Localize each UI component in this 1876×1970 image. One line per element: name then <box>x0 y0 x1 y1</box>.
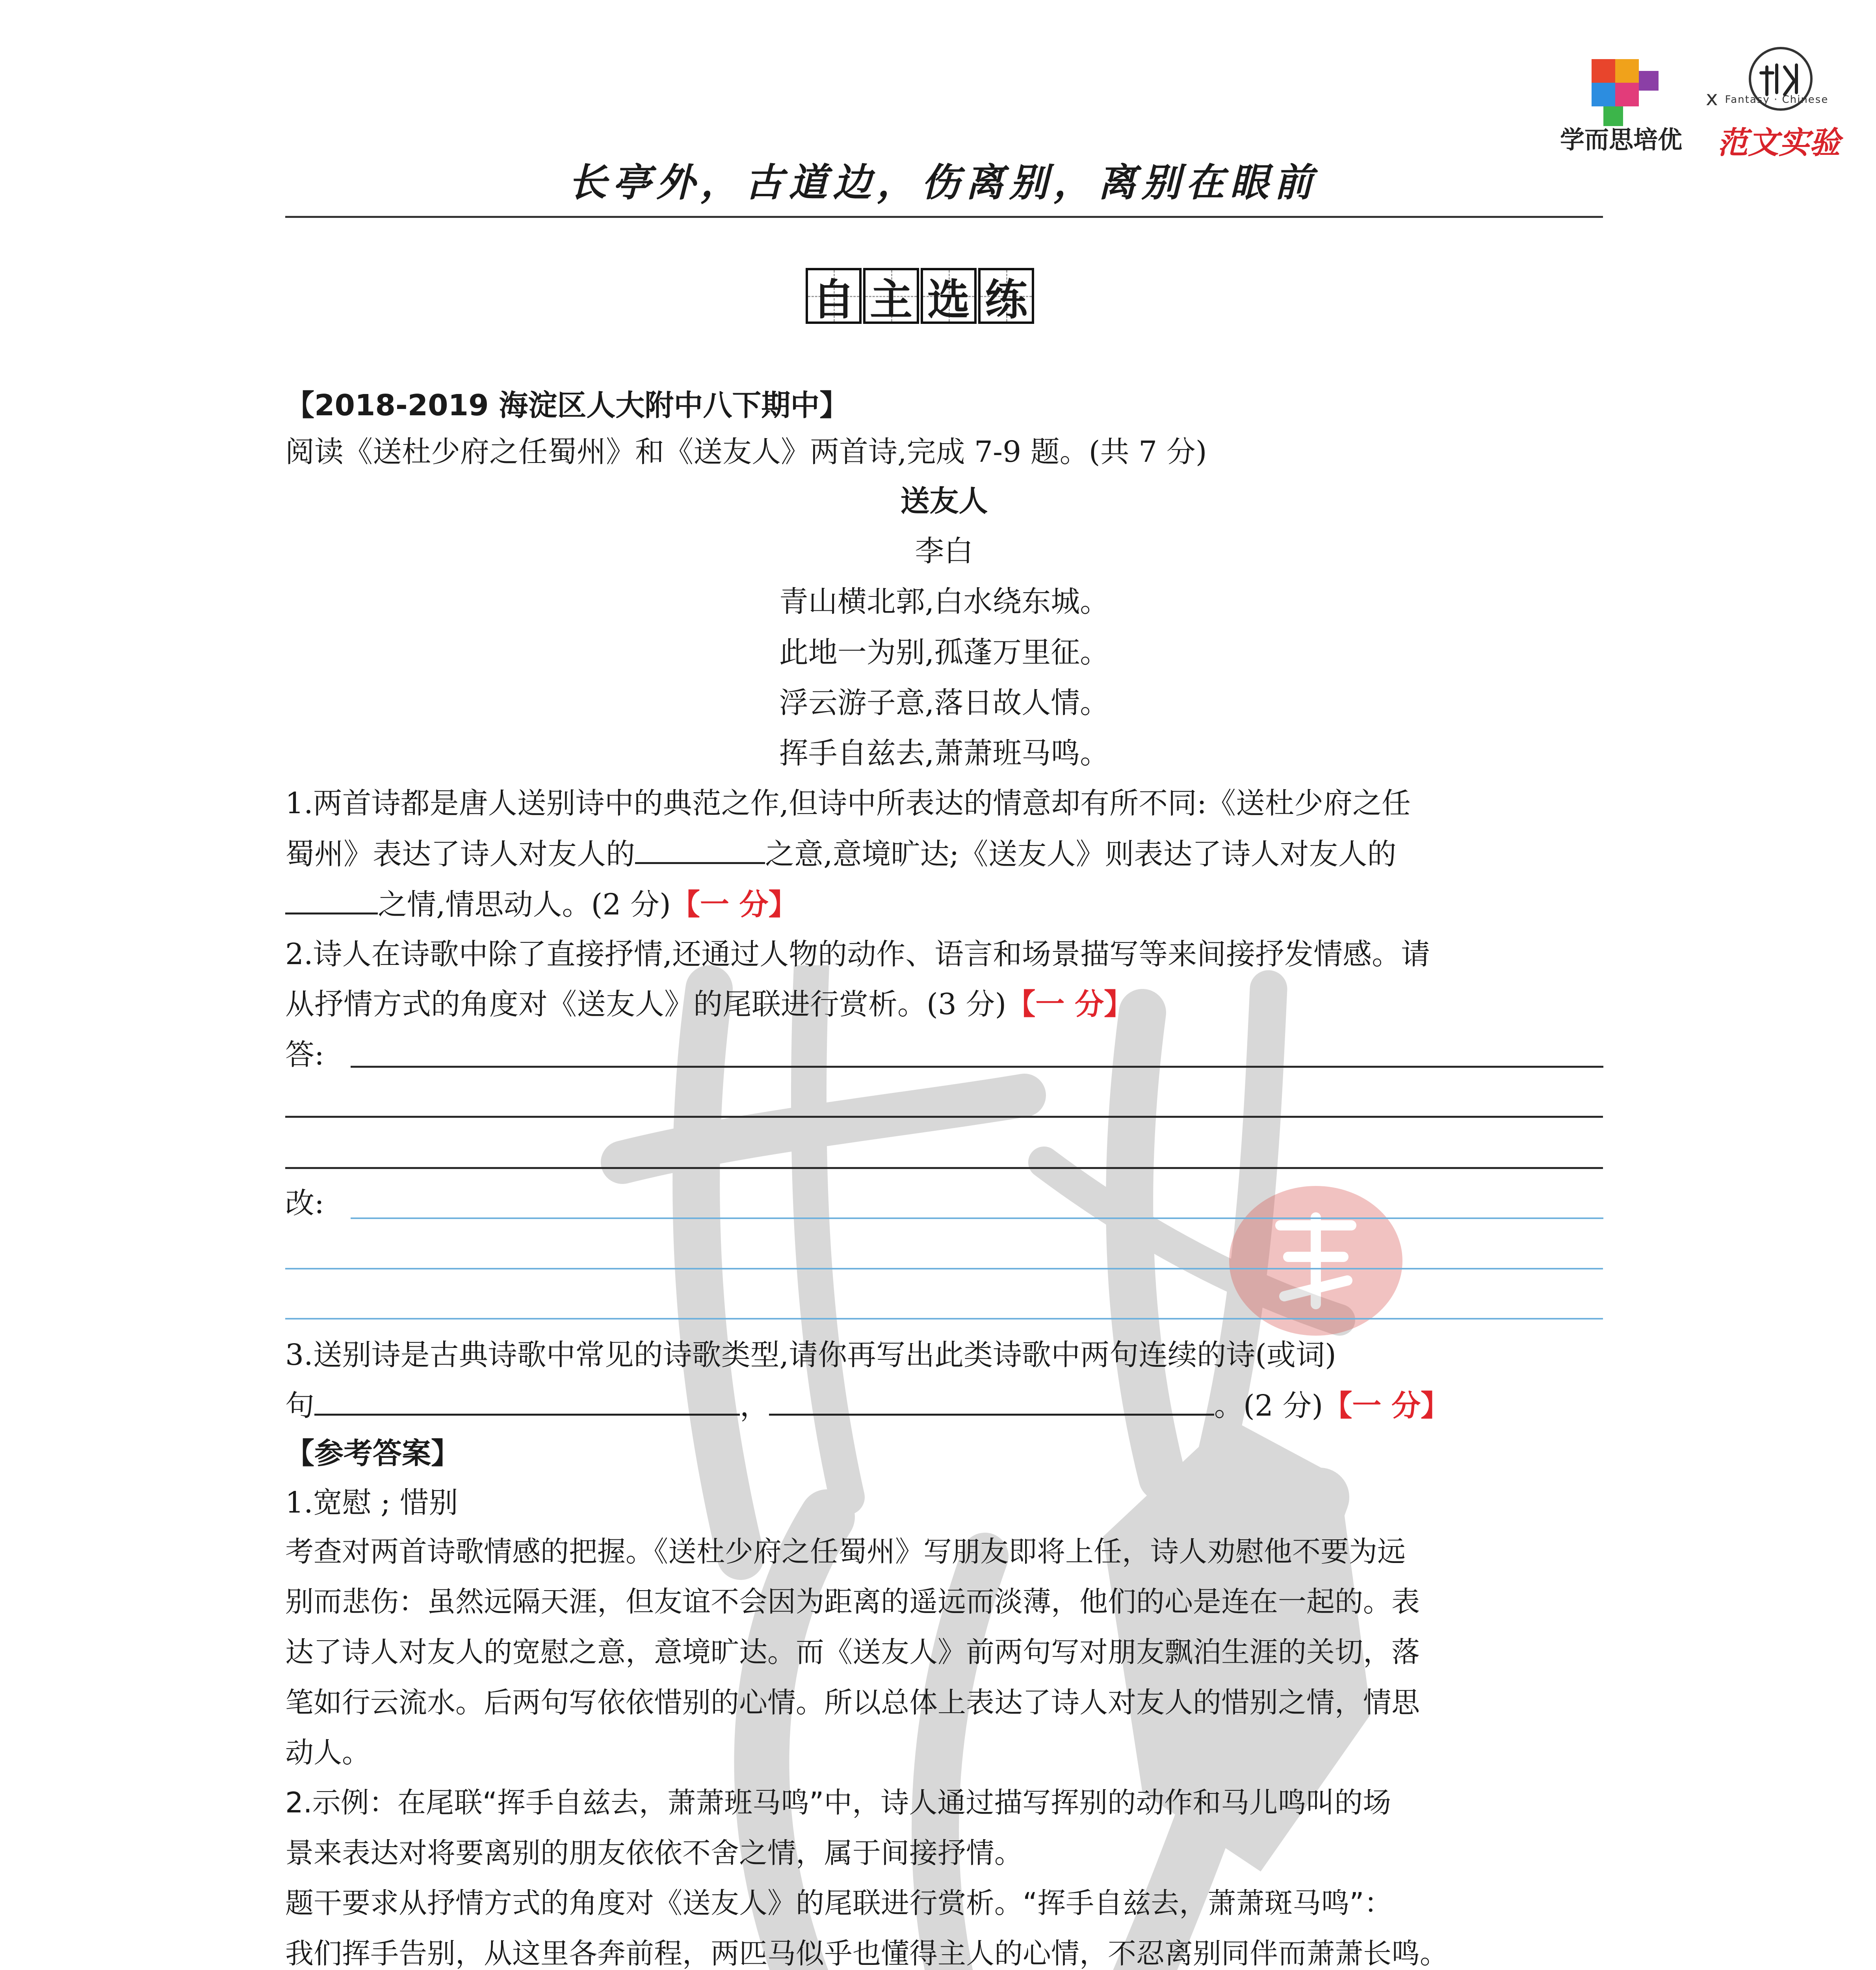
answer-1-line: 考查对两首诗歌情感的把握。《送杜少府之任蜀州》写朋友即将上任，诗人劝慰他不要为远 <box>285 1535 1406 1568</box>
answer-2-line: 题干要求从抒情方式的角度对《送友人》的尾联进行赏析。“挥手自兹去，萧萧斑马鸣”： <box>285 1886 1393 1920</box>
section-badge <box>806 268 1034 324</box>
answer-1-line: 动人。 <box>285 1736 371 1769</box>
intro-text: 阅读《送杜少府之任蜀州》和《送友人》两首诗,完成 7-9 题。(共 7 分) <box>285 435 1207 469</box>
answer-1-line: 别而悲伤：虽然远隔天涯，但友谊不会因为距离的遥远而淡薄，他们的心是连在一起的。表 <box>285 1585 1420 1618</box>
answer-line[interactable] <box>285 1167 1603 1169</box>
answers-heading: 【参考答案】 <box>285 1437 460 1470</box>
q2-line1: 2.诗人在诗歌中除了直接抒情,还通过人物的动作、语言和场景描写等来间接抒发情感。请 <box>285 937 1430 971</box>
logo-right-text: 范文实验 <box>1717 125 1840 161</box>
revise-line[interactable] <box>351 1217 1603 1219</box>
logo-left-text: 学而思培优 <box>1560 125 1682 154</box>
poem-line: 浮云游子意,落日故人情。 <box>779 686 1109 720</box>
badge-char: 主 <box>863 268 919 324</box>
answer-2-line: 我们挥手告别，从这里各奔前程，两匹马似乎也懂得主人的心情，不忍离别同伴而萧萧长鸣。 <box>285 1937 1449 1970</box>
q1-blank-2[interactable] <box>285 886 378 914</box>
header-divider <box>285 216 1603 218</box>
q1-blank-1[interactable] <box>635 836 765 864</box>
source-tag: 【2018-2019 海淀区人大附中八下期中】 <box>285 388 849 422</box>
answer-line[interactable] <box>285 1116 1603 1118</box>
badge-char: 选 <box>921 268 977 324</box>
poem-title: 送友人 <box>900 484 988 518</box>
answer-2-head: 景来表达对将要离别的朋友依依不舍之情，属于间接抒情。 <box>285 1836 1023 1870</box>
q3-line1: 3.送别诗是古典诗歌中常见的诗歌类型,请你再写出此类诗歌中两句连续的诗(或词) <box>285 1338 1336 1372</box>
answer-1-head: 1.宽慰 ; 惜别 <box>285 1486 458 1520</box>
answer-label: 答: <box>285 1038 324 1072</box>
revise-line[interactable] <box>285 1268 1603 1269</box>
q3-blank-2[interactable] <box>769 1388 1214 1416</box>
q2-score: 【一 分】 <box>1006 987 1133 1021</box>
fantasy-chinese-logo-icon <box>1729 43 1832 122</box>
banner-title: 长亭外，古道边，伤离别，离别在眼前 <box>568 160 1318 205</box>
logo-right-small: Fantasy · Chinese <box>1725 94 1829 106</box>
q2-line2: 从抒情方式的角度对《送友人》的尾联进行赏析。(3 分)【一 分】 <box>285 987 1133 1021</box>
badge-char: 练 <box>978 268 1034 324</box>
poem-line: 此地一为别,孤蓬万里征。 <box>779 636 1109 669</box>
badge-char: 自 <box>806 268 862 324</box>
answer-1-line: 笔如行云流水。后两句写依依惜别的心情。所以总体上表达了诗人对友人的惜别之情，情思 <box>285 1686 1420 1719</box>
q1-line3: 之情,情思动人。(2 分)【一 分】 <box>285 886 1603 922</box>
q3-score: 【一 分】 <box>1323 1389 1450 1423</box>
answer-1-line: 达了诗人对友人的宽慰之意，意境旷达。而《送友人》前两句写对朋友飘泊生涯的关切，落 <box>285 1635 1420 1669</box>
q1-score: 【一 分】 <box>671 888 798 922</box>
q3-blank-1[interactable] <box>314 1388 740 1416</box>
revise-line[interactable] <box>285 1318 1603 1320</box>
q1-line2: 蜀州》表达了诗人对友人的 之意,意境旷达;《送友人》则表达了诗人对友人的 <box>285 836 1603 872</box>
q1-line1: 1.两首诗都是唐人送别诗中的典范之作,但诗中所表达的情意却有所不同:《送杜少府之任 <box>285 786 1411 820</box>
poem-line: 挥手自兹去,萧萧班马鸣。 <box>779 736 1109 770</box>
poem-author: 李白 <box>915 534 973 568</box>
revise-label: 改: <box>285 1186 324 1220</box>
logo-separator: x <box>1706 87 1718 110</box>
q3-line2: 句 ， 。(2 分)【一 分】 <box>285 1388 1603 1424</box>
answer-line[interactable] <box>351 1066 1603 1068</box>
answer-2-head: 2.示例：在尾联“挥手自兹去，萧萧班马鸣”中，诗人通过描写挥别的动作和马儿鸣叫的场 <box>285 1786 1391 1819</box>
poem-line: 青山横北郭,白水绕东城。 <box>779 585 1109 619</box>
